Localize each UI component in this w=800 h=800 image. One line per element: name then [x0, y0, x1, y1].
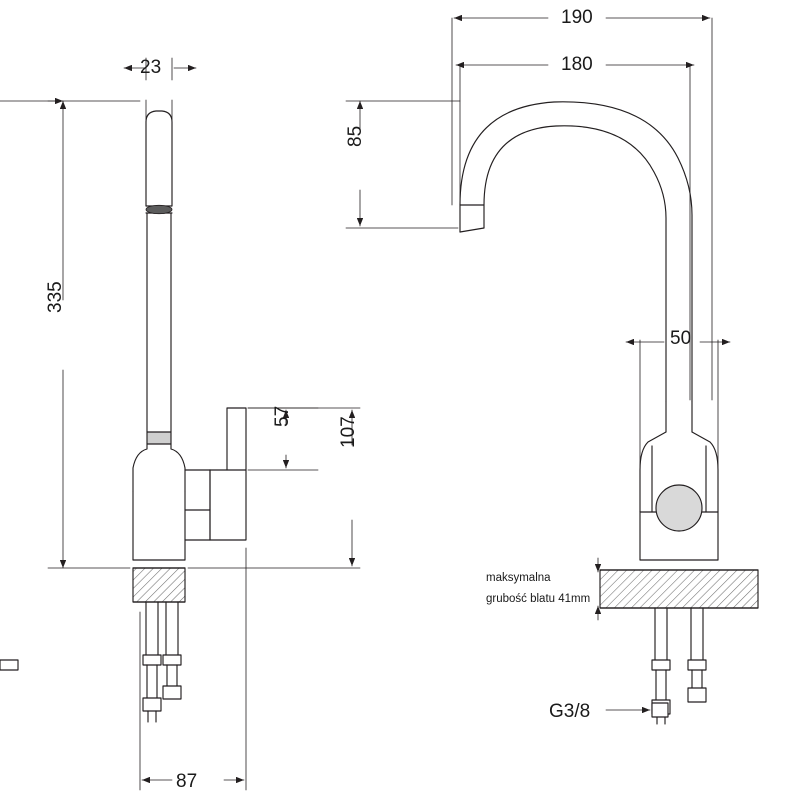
dimension-label-335: 335: [45, 281, 66, 313]
dimension-label-107: 107: [338, 416, 359, 448]
dimension-label-50: 50: [670, 328, 692, 349]
worktop-note-line-1: maksymalna: [486, 572, 551, 584]
thread-callout-label: G3/8: [549, 701, 591, 722]
dimension-label-23: 23: [140, 57, 162, 78]
dimension-label-180: 180: [561, 54, 593, 75]
dimension-label-85: 85: [345, 125, 366, 147]
dimension-label-57: 57: [272, 405, 293, 427]
dimension-label-87: 87: [176, 771, 198, 792]
dimension-label-190: 190: [561, 7, 593, 28]
worktop-note-line-2: grubość blatu 41mm: [486, 593, 591, 605]
